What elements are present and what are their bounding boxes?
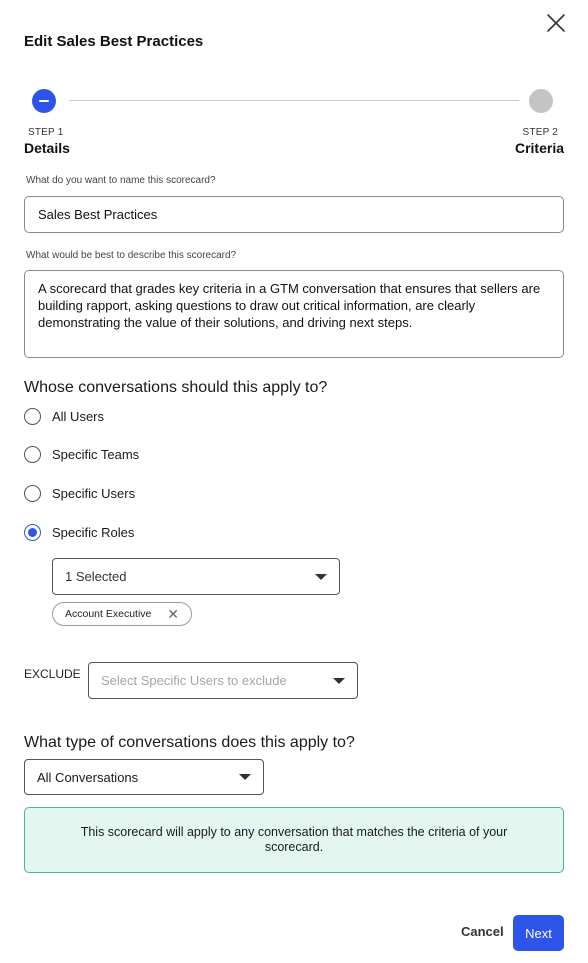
step-1-name: Details (24, 140, 70, 156)
step-1-indicator[interactable] (32, 89, 56, 113)
conversation-type-value: All Conversations (37, 769, 139, 785)
remove-chip-icon[interactable]: ✕ (167, 606, 179, 622)
radio-label: Specific Teams (52, 447, 140, 462)
apply-question: Whose conversations should this apply to? (24, 379, 328, 396)
exclude-users-select[interactable] (88, 662, 358, 699)
radio-specific-roles[interactable] (24, 524, 134, 541)
exclude-label: EXCLUDE (24, 667, 81, 681)
step-1-number: STEP 1 (28, 127, 64, 138)
role-chip (52, 602, 192, 626)
radio-specific-users[interactable] (24, 485, 135, 502)
name-label: What do you want to name this scorecard? (26, 175, 216, 186)
stepper-connector (69, 100, 519, 101)
radio-all-users[interactable] (24, 408, 104, 425)
cancel-button[interactable]: Cancel (461, 924, 504, 939)
step-2-number: STEP 2 (522, 127, 558, 138)
conversation-question: What type of conversations does this apply to? (24, 734, 355, 751)
step-2-name: Criteria (514, 140, 564, 156)
description-label: What would be best to describe this scorecard? (26, 250, 237, 261)
radio-button[interactable] (24, 446, 41, 463)
chevron-down-icon (239, 774, 251, 780)
radio-button[interactable] (24, 408, 41, 425)
dialog-title: Edit Sales Best Practices (24, 33, 204, 50)
close-icon[interactable] (545, 12, 567, 34)
radio-button-checked[interactable] (24, 524, 41, 541)
step-2-indicator[interactable] (529, 89, 553, 113)
roles-select[interactable] (52, 558, 340, 595)
radio-button[interactable] (24, 485, 41, 502)
next-button[interactable]: Next (513, 915, 564, 951)
name-input[interactable]: Sales Best Practices (24, 196, 564, 233)
roles-select-value: 1 Selected (65, 569, 127, 584)
chevron-down-icon (333, 678, 345, 684)
description-textarea[interactable]: A scorecard that grades key criteria in a GTM conversation that ensures that sellers are building rapport, asking questions to draw out critical information, are clearly demonstrating the value of their solutions, and driving next steps. (24, 270, 564, 358)
role-chip-label: Account Executive (65, 608, 152, 620)
radio-label: All Users (52, 409, 105, 424)
step-active-icon (39, 100, 49, 102)
conversation-type-select[interactable] (24, 759, 264, 795)
radio-label: Specific Roles (52, 525, 135, 540)
radio-specific-teams[interactable] (24, 446, 139, 463)
exclude-placeholder: Select Specific Users to exclude (101, 673, 287, 688)
info-notice: This scorecard will apply to any conversation that matches the criteria of your scorecard. (24, 807, 564, 873)
chevron-down-icon (315, 574, 327, 580)
radio-label: Specific Users (52, 486, 136, 501)
